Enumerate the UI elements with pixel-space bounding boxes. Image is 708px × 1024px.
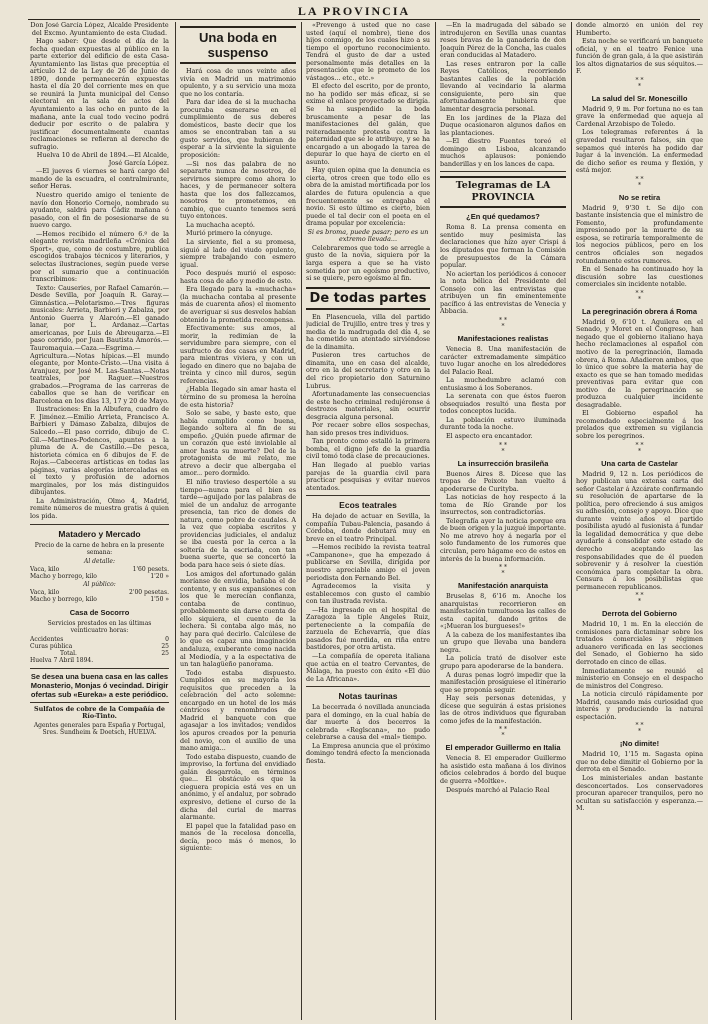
paragraph: Solo se sabe, y baste esto, que había cumplido como buena, llegando soltera al fin de su empeño. ¿Quién puede afirmar de un corazón que esté inviolable al amor hasta su muerte? Del de la protagonista de mi relato, me atrevo a decir que albergaba el amor... pero dormido. xyxy=(180,409,296,478)
paragraph: Hago saber: Que desde el día de la fecha quedan expuestas al público en la parte exterior del edificio de esta Casa-Ayuntamiento las listas que preceptúa el artículo 12 de la Ley de 26 de Junio de 1890, donde permanecerán expuestas hasta el día 20 del corriente mes en que se reunirá la Junta municipal del Censo electoral en la sala de actos del Ayuntamiento a las ocho en punto de la mañana, ante la cual todo vecino podrá deducir por escrito o de palabra y justificar documentalmente cuantas reclamaciones se refieran al derecho de sufragio. xyxy=(30,37,169,151)
item-cell: Macho y borrego, kilo xyxy=(30,596,97,604)
column-divider xyxy=(435,22,436,1020)
paragraph: Hará cosa de unos veinte años vivía en Madrid un matrimonio opulento, y a su servicio una moza que no los contaría. xyxy=(180,67,296,98)
telegram-heading: La peregrinación obrera á Roma xyxy=(581,306,698,316)
paragraph: A duras penas logró impedir que la manifestación prosiguiese el itinerario que se proponía seguir. xyxy=(440,670,566,694)
ecos-heading: Ecos teatrales xyxy=(339,500,397,511)
taurinas-heading: Notas taurinas xyxy=(338,691,398,702)
paragraph: La Empresa anuncia que el próximo domingo tendrá efecto la mencionada fiesta. xyxy=(306,741,430,766)
article-body xyxy=(180,68,296,853)
paragraph: En Plasencuela, villa del partido judicial de Trujillo, entre tres y tres y media de la madrugada del día 4, se ha cometido un atentado sirviéndose de la dinamita. xyxy=(306,312,430,351)
price-cell: 2'00 pesetas. xyxy=(128,589,169,597)
separator-stars: * * * xyxy=(499,564,507,578)
separator-stars: * * * xyxy=(635,592,644,606)
paragraph: Agradecemos la visita y establecemos con gusto el cambio con tan ilustrada revista. xyxy=(306,582,430,606)
paragraph: Las noticias de hoy respecto á la toma de Río Grande por los insurrectos, son contradictorias. xyxy=(440,493,566,517)
column-divider xyxy=(571,22,572,1020)
article-continuation xyxy=(306,22,430,283)
paragraph: —Ha ingresado en el hospital de Zaragoza la tiple Angeles Ruiz, perteneciente a la compañía de zarzuela de Echevarría, que días pasados fué mordida, en riña entre bastidores, por otra artista. xyxy=(306,605,430,652)
paragraph: Tan pronto como estalló la primera bomba, el digno jefe de la guardia civil tomó toda clase de precauciones. xyxy=(306,437,430,461)
paragraph: Bruselas 8, 6'16 m. Anoche los anarquistas recorrieron en manifestación tumultuosa las calles de esta capital, dando gritos de «¡Mueran los burgueses!» xyxy=(440,592,566,631)
table-row xyxy=(30,650,169,657)
paragraph: Madrid 10, 1'15 m. Sagasta opina que no debe dimitir el Gobierno por la derrota en el Senado. xyxy=(576,750,703,774)
ad-headline: Sulfatos de cobre de la Compañía de Río-Tinto. xyxy=(34,704,165,721)
column-3 xyxy=(306,22,430,1020)
column-divider xyxy=(301,22,302,1020)
separator-stars: * * * xyxy=(635,722,644,736)
item-cell: Macho y borrego, kilo xyxy=(30,573,97,581)
divider xyxy=(30,524,169,525)
table-row xyxy=(30,566,169,573)
market-table-public xyxy=(30,589,169,603)
telegram-heading: No se retira xyxy=(618,192,661,202)
ecos-body xyxy=(306,513,430,683)
total-label: Total. xyxy=(60,650,77,658)
telegram-heading: La insurrección brasileña xyxy=(457,458,549,468)
separator-stars: * * * xyxy=(635,441,644,455)
paragraph: Ilustraciones: En la Albufera, cuadro de F. Jiménez.—Emilio Arrieta, Francisco A. Barbieri y Dámaso Zabalza, dibujos de Salcedo.—El paso corrido, dibujo de C. Gil.—Martines-Podencos, apuntes a la pluma de A. de Castillo.—De pesca, historieta cómica en 6 dibujos de F. de Rojas.—Cabeceras artísticas en todas las páginas, varias alegorías intercaladas en el texto y profusión de adornos marginales, por los más distinguidos dibujantes. xyxy=(30,405,169,497)
casa-socorro-table xyxy=(30,636,169,658)
market-group-label: Al público: xyxy=(83,580,116,588)
paragraph: La noticia circuló rápidamente por Madrid, causando más curiosidad que interés y produciendo la natural espectación. xyxy=(576,690,703,721)
paragraph: El papel que la fatalidad paso en manos de la recelosa doncella, decía, poco más ó menos, lo siguiente: xyxy=(180,821,296,853)
paragraph: Afortunadamente las consecuencias de este hecho criminal redujéronse á destrozos materiales, sin ocurrir desgracia alguna personal. xyxy=(306,390,430,421)
total-value: 25 xyxy=(161,650,169,658)
local-notes xyxy=(30,168,169,520)
divider xyxy=(306,686,430,687)
separator-stars: * * * xyxy=(499,316,507,330)
paragraph: —Hemos recibido la revista teatral «Campanone», que ha empezado á publicarse en Sevilla, dirigida por nuestro apreciable amigo el joven periodista don Fernando Bel. xyxy=(306,543,430,582)
separator-stars: * * * xyxy=(499,441,507,455)
verse: Si es broma, puede pasar; pero es un extremo llevada... xyxy=(307,227,429,244)
paragraph: La becerrada ó novillada anunciada para el domingo, en la cual había de dar muerte á dos becerros la celebrada «Reglscana», no pudo celebrarse a causa del «mal» tiempo. xyxy=(306,703,430,742)
paragraph: Venecia 8. Una manifestación de carácter extremadamente simpático tuvo lugar anoche en los alrededores del Palacio Real. xyxy=(440,344,566,376)
section-body xyxy=(306,314,430,493)
item-cell: Vaca, kilo xyxy=(30,589,60,597)
paragraph: Madrid 9, 6'10 t. Aguilera en el Senado, y Moret en el Congreso, han negado que el gobierno italiano haya hecho reclamaciones al español con motivo de la peregrinación, llamada obrera, á Roma. Añadieron ambos, que lo único que sobre la materia hay de exacto es que se han tomado medidas preventivas para evitar que con motivo de la peregrinación se produzca cualquier incidente desagradable. xyxy=(576,317,703,409)
count-cell: 0 xyxy=(165,635,169,643)
paragraph: Hay seis personas detenidas, y dícese que seguirán á estas prisiones las de otros individuos que figuraban como jefes de la manifestación. xyxy=(440,694,566,725)
paragraph: Celebraremos que todo se arregle a gusto de la novia, siquiera por la larga espera a que se ha visto sometida por un egoísmo productivo, si se quiere, pero egoísmo al fin. xyxy=(306,243,430,283)
column-2 xyxy=(180,22,296,1020)
table-row xyxy=(30,589,169,596)
divider xyxy=(30,702,169,703)
column-1 xyxy=(30,22,169,1020)
telegram-heading: Manifestaciones realistas xyxy=(457,333,549,343)
casa-socorro-text: Servicios prestados en las últimas veinticuatro horas: xyxy=(47,619,152,635)
paragraph: Los amigos del afortunado galán moríanse de envidia, bañaba el de contento, y en sus expansiones con los que le merecían confianza, contaba de continuo, probablemente sin darse cuenta de ello siquiera, el cuento de la lechera. Si contaba algo más, no hay para qué decirlo. Calcúlese de lo que es capaz una imaginación andaluza, exuberante como nacida al Mediodía, y a la espectativa de un tan halagüeño panorama. xyxy=(180,569,296,669)
separator-stars: * * * xyxy=(635,76,644,90)
paragraph: Por recaer sobre ellos sospechas, han sido presos tres individuos. xyxy=(306,421,430,437)
item-cell: Vaca, kilo xyxy=(30,566,60,574)
table-row xyxy=(30,636,169,643)
paragraph: —Si nos das palabra de no separarte nunca de nosotros, de servirnos siempre como ahora lo haces, y de permanecer soltera hasta que los dos fallezcamos, nosotros te prometemos, en cambio, que cuanto tenemos será tuyo entonces. xyxy=(180,159,296,221)
column-divider xyxy=(175,22,176,1020)
table-row xyxy=(30,596,169,603)
paragraph: La población estuvo iluminada durante toda la noche. xyxy=(440,415,566,432)
separator-stars: * * * xyxy=(635,175,644,189)
price-cell: 1'50 » xyxy=(150,596,169,604)
paragraph: Murió primero la cónyuge. xyxy=(186,229,273,238)
paragraph: donde almorzó en unión del rey Humberto. xyxy=(576,22,703,37)
notice-header: Don José García López, Alcalde Presidente del Excmo. Ayuntamiento de esta Ciudad. xyxy=(30,22,169,37)
paragraph: —En la madrugada del sábado se introdujeron en Sevilla unas cuantas reses bravas de la ganadería de don Joaquín Pérez de la Concha, las cuales eran conducidas al Matadero. xyxy=(440,22,566,60)
masthead-title: LA PROVINCIA xyxy=(297,4,411,18)
paragraph: Madrid 9, 9'30 t. Se dijo con bastante insistencia que el ministro de Fomento, profundamente impresionado por la muerte de su esposa, se retiraría temporalmente de los negocios públicos, pero en los centros oficiales son negados rotundamente estos rumores. xyxy=(576,203,703,265)
paragraph: La policía trató de disolver este grupo para apoderarse de la bandera. xyxy=(440,654,566,670)
paragraph: El niño travieso despertóle a su tiempo—nunca para el bien es tarde—aguijado por las palabras de miel de un andaluz de arrogante presencia, tan rico de dones de natura, como pobre de caudales. A la vez que copiaba escritos y providencias judiciales, el andaluz se iba cuesta por la cerca a la soltería de la escriada, con tan buena suerte, que se concertó la boda para hace seis ó siete días. xyxy=(180,477,296,569)
telegram-heading: El emperador Guillermo en Italia xyxy=(445,743,561,753)
paragraph: Ha dejado de actuar en Sevilla, la compañía Tubau-Palencia, pasando á Córdoba, donde debutará muy en breve en el teatro Principal. xyxy=(306,512,430,543)
paragraph: Madrid 9, 12 n. Los periódicos de hoy publican una extensa carta del señor Castelar á Azcárate confirmando su resolución de apartarse de la política, pero ofreciendo á sus amigos su adhesión, consejo y apoyo. Dice que durante veinte años el partido posibilista ayudó al fusionista á fundar la legalidad democrática y que debe ayudarle á consolidar este estado de derecho aceptando las responsabilidades que de él pueden sobrevenir y á resolver la cuestión económica para completar la obra. Censura á los posibilistas que permanecen republicanos. xyxy=(576,469,703,591)
paragraph: La Administración, Olmo 4, Madrid, remite números de muestra gratis á quien los pida. xyxy=(30,496,169,520)
divider xyxy=(30,668,169,669)
news-continuation xyxy=(440,22,566,168)
separator-stars: * * * xyxy=(499,726,507,740)
paragraph: Las reses entraron por la calle Reyes Católicos, recorriendo bastantes calles de la población llevando al vecindario la alarma consiguiente, pero sin que afortunadamente hubiera que lamentar desgracia personal. xyxy=(440,59,566,114)
casa-socorro-heading: Casa de Socorro xyxy=(69,607,130,617)
paragraph: «Prevengo á usted que no case usted (aquí el nombre), tiene dos hijos conmigo, de los cuales hizo a su tiempo el oportuno reconocimiento. Tendrá el gusto de dar a usted personalmente más detalles en la presentación que le prometo de los vástagos... etc., etc.» xyxy=(306,22,430,82)
paragraph: Venecia 8. El emperador Guillermo ha asistido esta mañana á los divinos oficios celebrados á bordo del buque de guerra «Moltke». xyxy=(440,754,566,786)
paragraph: La serenata con que éstos fueron obsequiados resultó una fiesta por todos conceptos lucida. xyxy=(440,392,566,416)
bando-text xyxy=(30,38,169,167)
paragraph: Nuestro querido amigo el teniente de navío don Honorio Cornejo, nombrado su ayudante, saldrá para Cádiz mañana ó pasado, con el fin de posesionarse de su nuevo cargo. xyxy=(30,191,169,230)
paragraph: Esta noche se verificará un banquete oficial, y en el teatro Fenice una función de gran gala, á la que asistirán los altos dignatarios de sus séquitos.—F. xyxy=(576,37,703,76)
price-cell: 1'60 pesets. xyxy=(132,566,169,574)
paragraph: Madrid 9, 9 m. Por fortuna no es tan grave la enfermedad que aqueja al Cardenal Arzobispo de Toledo. xyxy=(576,104,703,128)
paragraph: El Gobierno español ha recomendado especialmente á los prelados que extremen su vigilancia sobre los peregrinos. xyxy=(576,409,703,440)
market-date: Huelva 7 Abril 1894. xyxy=(30,657,94,665)
paragraph: ¿Habla llegado sin amar hasta el término de su promesa la heroína de esta historia? xyxy=(180,385,296,409)
telegram-heading: ¡No dimite! xyxy=(619,739,660,749)
section-heading: De todas partes xyxy=(306,287,430,310)
paragraph: La muchedumbre aclamó con entusiasmo á los Soberanos. xyxy=(440,376,566,392)
paragraph: Era llegado para la «muchacha» (la muchacha contaba al presente más de cuarenta años) el momento de averiguar si sus desvelos habían obtenido la prometida recompensa. xyxy=(180,285,296,324)
paragraph: Telegrafía ayer la noticia porque era de buen origen y la juzgué importante. No me atrevo hoy á negarla por el solo fundamento de los rumores que circulan, pero hágame eco de estos en interés de la buena información. xyxy=(440,516,566,563)
paragraph: —La compañía de opereta italiana que actúa en el teatro Cervantes, de Málaga, ha puesto con éxito «El dúo de La Africana». xyxy=(306,652,430,683)
paragraph: La sirviente, fiel a su promesa, siguió al lado del viudo opulento, siempre trabajando con esmero igual. xyxy=(180,238,296,269)
paragraph: Todo estaba dispuesto, cuando de improviso, la fortuna del envidiado galán desgarrola, en términos que... El obstáculo es que la cieguera propicia está ves en un anónimo, y el andaluz, por sobrado expresivo, detiene el curso de la dicha del curial de marras alarmante. xyxy=(180,752,296,822)
paragraph: —El jueves 6 viernes se hará cargo del mando de la escuadra, el contralmirante, señor Heras. xyxy=(30,167,169,191)
paragraph: Para dar idea de si la muchacha procuraba esmerarse en el cumplimiento de sus deberes domésticos, baste decir que los amos se encontraban tan a su gusto servidos, que hubieran de esperar a la sirviente la siguiente proposición: xyxy=(180,98,296,160)
divider xyxy=(306,495,430,496)
telegrams-banner: Telegramas de LA PROVINCIA xyxy=(440,176,566,208)
price-cell: 1'20 » xyxy=(150,573,169,581)
table-row xyxy=(30,643,169,650)
item-cell: Curas pública xyxy=(30,642,73,650)
paragraph: Pusieron tres cartuchos de dinamita, uno en casa del alcalde, otro en la del secretario y otro en la del rico propietario don Saturnino Lubrus. xyxy=(306,351,430,390)
paragraph: En los jardines de la Plaza del Duque ocasionaron algunos daños en las plantaciones. xyxy=(440,113,566,137)
paragraph: Los telegramas referentes á la gravedad resultaron falsos, sin que sepamos qué interés ha podido dar lugar á la invención. La enfermedad de dicho señor es reuma y flexión, y está mejor. xyxy=(576,128,703,175)
paragraph: No aciertan los periódicos á conocer la nota bélica del Presidente del Consejo con las entrevistas que atribuyen un fin eminentemente pacífico á las entrevistas de Venecia y Abbacia. xyxy=(440,269,566,316)
taurinas-body xyxy=(306,704,430,765)
paragraph: El efecto del escrito, por de pronto, no ha podido ser más eficaz, si se exime el enlace proyectado se dirigía. Se ha suspendido la boda bruscamente a pesar de las manifestaciones del galán, que reiteradamente protesta contra la paternidad que se le atribuye, y se ha encargado a un abogado la tarea de depurar lo que haya de cierto en el asunto. xyxy=(306,82,430,166)
market-table-detail xyxy=(30,566,169,580)
paragraph: El aspecto era encantador. xyxy=(446,431,533,440)
paragraph: Hay quien opina que la denuncia es cierta, otros creen que todo ello es obra de la amistad mortificada por los alardes de futura opulencia a que frecuentemente se entregaba el novio. Si esto último es cierto, bien puede el tal decir con el poeta en el drama popular por excelencia: xyxy=(306,166,430,228)
paragraph: Los ministeriales andan bastante desconcertados. Los conservadores procuran aparecer tranquilos, pero no ocultan su satisfacción y esperanza.—M. xyxy=(576,774,703,813)
paragraph: Han llegado al pueblo varias parejas de la guardia civil para practicar pesquisas y evitar nuevos atentados. xyxy=(306,460,430,492)
article-title: Una boda en suspenso xyxy=(180,26,296,64)
telegram-heading: ¿En qué quedamos? xyxy=(466,212,540,222)
telegram-heading: Derrota del Gobierno xyxy=(601,609,677,619)
paragraph: Poco después murió el esposo: hasta cosa de año y medio de esto. xyxy=(180,269,296,285)
paragraph: Texto: Causeries, por Rafael Camarón.—Desde Sevilla, por Joaquín R. Garay.—Gimnástica.—Pelotarismo.—Tres figuras musicales: Arrieta, Barbieri y Zabalza, por Antonio Guerra y Alarcón.—El ganado lanar, por L. Ardanaz.—Cartas americanas, por Luis de Abreugarza.—El paso corrido, por Juan Bautista Amorós.—Tauromaquia.—Caza.—Esgrima.—Agricultura.—Notas hípicas.—El mundo elegante, por Monte-Cristo.—Una visita á Aranjuez, por José M. Las-Santas.—Notas teatrales, por Raguer.—Nuestros grabados.—Programa de las carreras de caballos que se han de verificar en Barcelona en los días 13, 17 y 20 de Mayo. xyxy=(30,283,169,405)
market-subtitle: Precio de la carne de hebra en la presente semana: xyxy=(34,541,165,557)
market-heading: Matadero y Mercado xyxy=(58,528,141,539)
ad-agents: Agentes generales para España y Portugal, Sres. Sundheim & Doetsch, HUELVA. xyxy=(33,721,166,737)
paragraph: Inmediatamente se reunió el ministerio en Consejo en el despacho de ministros del Congreso. xyxy=(576,666,703,690)
paragraph: —Hemos recibido el número 6.º de la elegante revista madrileña «Crónica del Sport», que, como de costumbre, publica escogidos trabajos técnicos y literarios, y selectas ilustraciones, según puede verse por el sumario que a continuación transcribimos: xyxy=(30,229,169,284)
classified-ad: Se desea una buena casa en las calles Monasterio, Monjas ó vecindad. Dirigir ofertas sub «Eureka» a este periódico. xyxy=(30,671,169,699)
telegram-heading: La salud del Sr. Monescillo xyxy=(591,93,688,103)
paragraph: Huelva 10 de Abril de 1894.—El Alcalde, José García López. xyxy=(36,151,169,167)
paragraph: A la cabeza de los manifestantes iba un grupo que llevaba una bandera negra. xyxy=(440,630,566,654)
paragraph: La muchacha aceptó. xyxy=(186,220,255,229)
paragraph: Madrid 10, 1 m. En la elección de comisiones para dictaminar sobre los tratados comerciales y régimen aduanero verificada en las secciones del Senado, el Gobierno ha sido derrotado en cinco de ellas. xyxy=(576,620,703,666)
table-row xyxy=(30,573,169,580)
divider xyxy=(440,171,566,172)
paragraph: Efectivamente: sus amos, al morir, la redimían de la servidumbre para siempre, con el usufructo de dos casas en Madrid, para mientras viviera, y con un legado en dinero que no bajaba de treinta y cinco mil duros, según referencias. xyxy=(180,324,296,385)
paragraph: Después marchó al Palacio Real xyxy=(446,785,550,794)
paragraph: —El diestro Fuentes toreó el domingo en Lisboa, alcanzando muchos aplausos: poniendo banderillas y en los lances de capa. xyxy=(440,137,566,168)
item-cell: Accidentes xyxy=(30,635,64,643)
count-cell: 25 xyxy=(161,642,169,650)
column-4 xyxy=(440,22,566,1020)
paragraph: Todo estaba dispuesto. Cumplidos en su mayoría los requisitos que preceden a la celebración del acto solemne: encargado en un hotel de los más céntricos y renombrados de Madrid el banquete con que agasajar a los invitados; vendidos los apuros creados por la penuria del novio, con el auxilio de una mano amiga... xyxy=(180,668,296,753)
paragraph: En el Senado ha continuado hoy la discusión sobre las cuestiones comerciales sin incidente notable. xyxy=(576,265,703,289)
paragraph: Buenos Aires 8. Dícese que las tropas de Peixoto han vuelto á apoderarse de Curityba. xyxy=(440,469,566,493)
column-5 xyxy=(576,22,703,1020)
telegram-heading: Manifestación anarquista xyxy=(457,581,549,591)
paragraph: Roma 8. La prensa comenta en sentido muy pesimista las declaraciones que hizo ayer Crispi á los diputados que forman la Comisión de presupuestos de la Cámara popular. xyxy=(440,223,566,270)
separator-stars: * * * xyxy=(635,289,644,303)
masthead-rule xyxy=(28,19,700,20)
masthead xyxy=(0,0,708,18)
telegram-heading: Una carta de Castelar xyxy=(601,458,678,468)
market-group-label: Al detalle: xyxy=(84,557,115,565)
